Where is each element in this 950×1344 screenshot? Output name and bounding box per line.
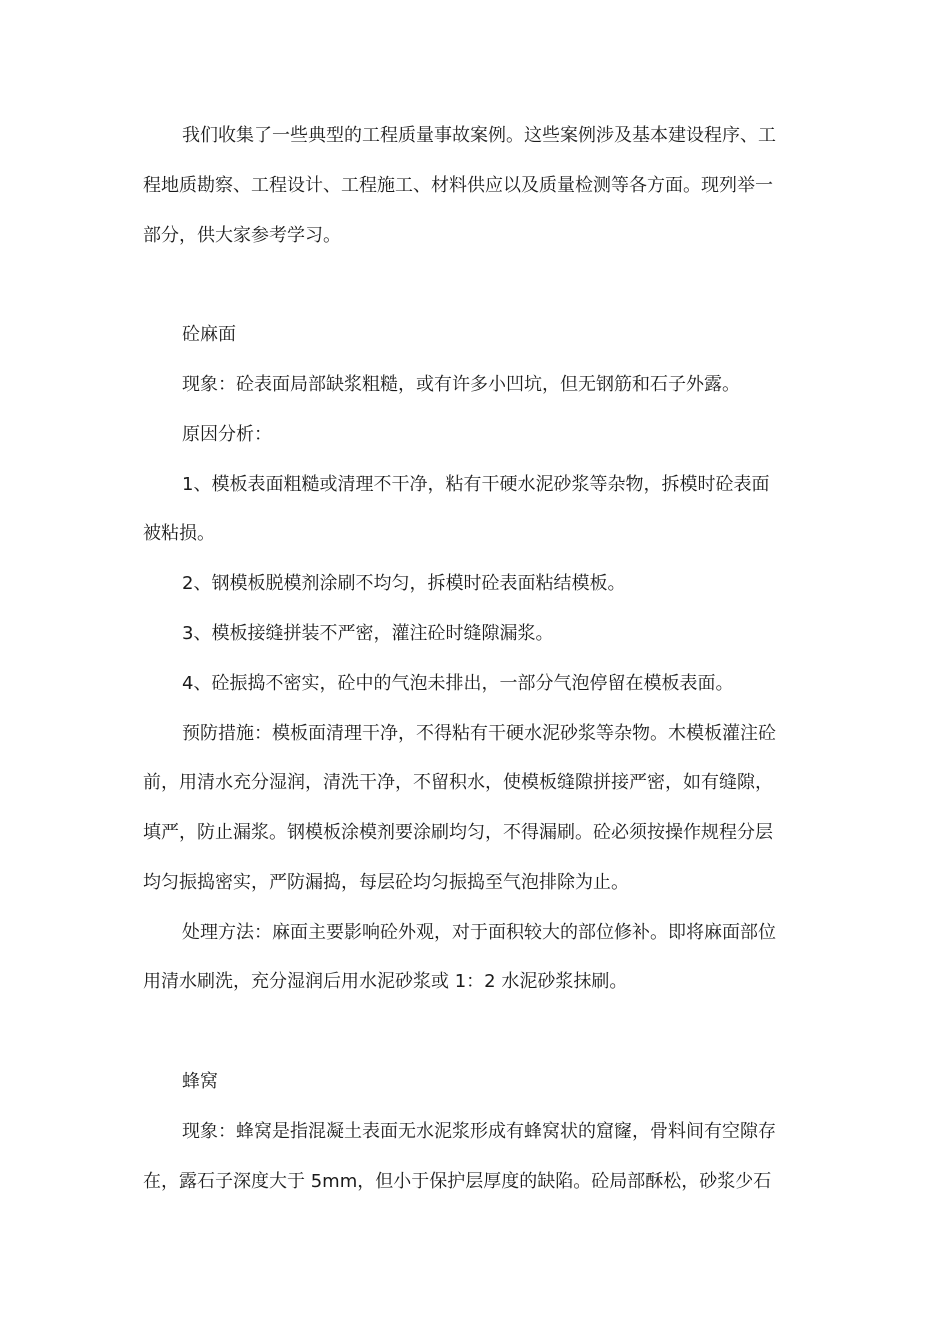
treatment-line-2: 用清水刷洗，充分湿润后用水泥砂浆或 1：2 水泥砂浆抹刷。 xyxy=(143,971,628,992)
section-title: 蜂窝 xyxy=(182,1071,218,1092)
phenomenon-line-1: 现象：蜂窝是指混凝土表面无水泥浆形成有蜂窝状的窟窿，骨料间有空隙存 xyxy=(182,1121,776,1142)
cause-4: 4、砼振捣不密实，砼中的气泡未排出，一部分气泡停留在模板表面。 xyxy=(182,673,734,694)
cause-1-line-2: 被粘损。 xyxy=(143,523,215,544)
prevention-line-1: 预防措施：模板面清理干净，不得粘有干硬水泥砂浆等杂物。木模板灌注砼 xyxy=(182,723,776,744)
prevention-line-2: 前，用清水充分湿润，清洗干净，不留积水，使模板缝隙拼接严密，如有缝隙， xyxy=(143,772,773,793)
prevention-line-3: 填严，防止漏浆。钢模板涂模剂要涂刷均匀，不得漏刷。砼必须按操作规程分层 xyxy=(143,822,773,843)
phenomenon-paragraph: 现象：砼表面局部缺浆粗糙，或有许多小凹坑，但无钢筋和石子外露。 xyxy=(182,374,740,395)
cause-3: 3、模板接缝拼装不严密，灌注砼时缝隙漏浆。 xyxy=(182,623,554,644)
section-title: 砼麻面 xyxy=(182,324,236,345)
intro-line-3: 部分，供大家参考学习。 xyxy=(143,225,341,246)
intro-line-2: 程地质勘察、工程设计、工程施工、材料供应以及质量检测等各方面。现列举一 xyxy=(143,175,773,196)
cause-heading: 原因分析： xyxy=(182,424,272,445)
treatment-line-1: 处理方法：麻面主要影响砼外观，对于面积较大的部位修补。即将麻面部位 xyxy=(182,922,776,943)
prevention-line-4: 均匀振捣密实，严防漏捣，每层砼均匀振捣至气泡排除为止。 xyxy=(143,872,629,893)
cause-2: 2、钢模板脱模剂涂刷不均匀，拆模时砼表面粘结模板。 xyxy=(182,573,626,594)
cause-1-line-1: 1、模板表面粗糙或清理不干净，粘有干硬水泥砂浆等杂物，拆模时砼表面 xyxy=(182,474,770,495)
phenomenon-line-2: 在，露石子深度大于 5mm，但小于保护层厚度的缺陷。砼局部酥松，砂浆少石 xyxy=(143,1171,772,1192)
intro-line-1: 我们收集了一些典型的工程质量事故案例。这些案例涉及基本建设程序、工 xyxy=(182,125,776,146)
